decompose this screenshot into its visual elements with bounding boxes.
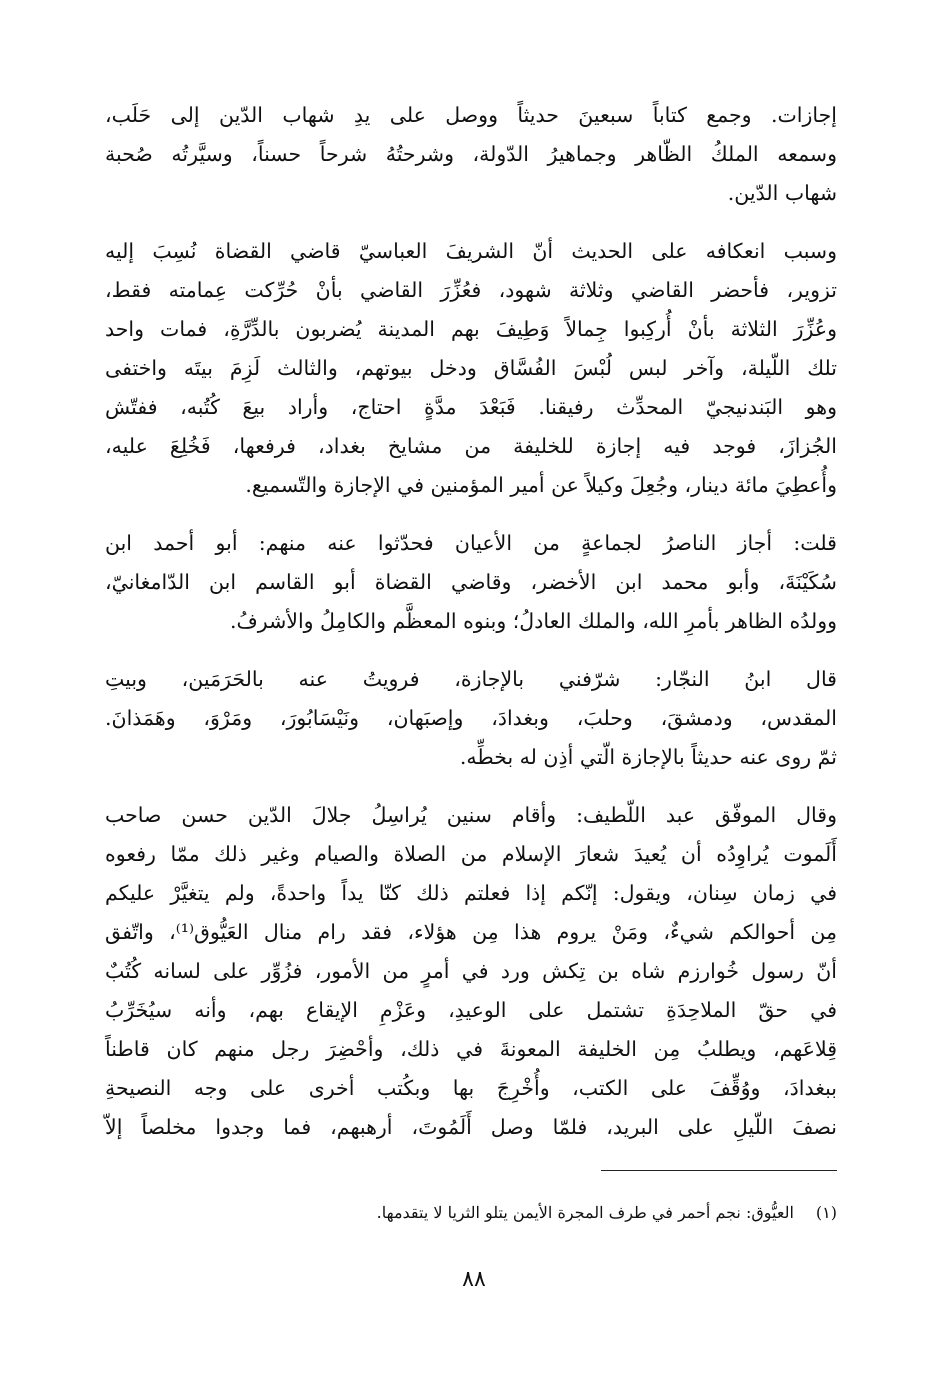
text-line: قال ابنُ النجّار: شرّفني بالإجازة، فرويتُ عنه بالحَرَمَين، وبيتِ xyxy=(105,667,837,691)
text-line: وسبب انعكافه على الحديث أنّ الشريفَ العباسيّ قاضي القضاة نُسِبَ إليه xyxy=(105,239,837,263)
text-line: أنّ رسول خُوارزم شاه بن تِكش ورد في أمرٍ من الأمور، فزُوِّر على لسانه كُتُبٌ xyxy=(105,959,837,983)
text-line: في زمان سِنان، ويقول: إنّكم إذا فعلتم ذلك كنّا يداً واحدةً، ولم يتغيَّرْ عليكم xyxy=(105,881,837,905)
text-line: مِن أحوالكم شيءٌ، ومَنْ يروم هذا مِن هؤلاء، فقد رام منال العَيُّوق⁽¹⁾، واتّفق xyxy=(105,920,837,944)
main-text xyxy=(105,96,837,1166)
text-line: وأُعطِيَ مائة دينار، وجُعِلَ وكيلاً عن أمير المؤمنين في الإجازة والتّسميع. xyxy=(245,473,837,497)
text-line: الجُزازَ، فوجد فيه إجازة للخليفة من مشايخ بغداد، فرفعها، فَخُلِعَ عليه، xyxy=(105,434,837,458)
paragraph-5 xyxy=(105,796,837,1147)
text-line: قلت: أجاز الناصرُ لجماعةٍ من الأعيان فحدّثوا عنه منهم: أبو أحمد ابن xyxy=(105,531,837,555)
text-line: سُكَيْنَةَ، وأبو محمد ابن الأخضر، وقاضي القضاة أبو القاسم ابن الدّامغانيّ، xyxy=(105,570,837,594)
text-line: وهو البَندنيجيّ المحدِّث رفيقنا. فَبَعْدَ مدَّةٍ احتاج، وأراد بيعَ كُتُبه، ففتّش xyxy=(105,395,837,419)
text-line: المقدس، ودمشقَ، وحلبَ، وبغدادَ، وإصبَهان، ونَيْسَابُورَ، ومَرْوَ، وهَمَذانَ. xyxy=(105,706,837,730)
footnote-marker: (١) xyxy=(815,1203,837,1222)
footnote xyxy=(377,1201,837,1225)
text-line: ثمّ روى عنه حديثاً بالإجازة الّتي أذِن له بخطِّه. xyxy=(459,745,837,769)
page-number: ٨٨ xyxy=(462,1267,486,1292)
paragraph-1 xyxy=(105,96,837,213)
text-line: وقال الموفّق عبد اللّطيف: وأقام سنين يُراسِلُ جلالَ الدّين حسن صاحب xyxy=(105,803,837,827)
paragraph-2 xyxy=(105,232,837,505)
text-line: قِلاعَهم، ويطلبُ مِن الخليفة المعونةَ في ذلك، وأحْضِرَ رجل منهم كان قاطناً xyxy=(105,1037,837,1061)
text-line: شهاب الدّين. xyxy=(727,181,837,205)
text-line: في حقّ الملاحِدَةِ تشتمل على الوعيدِ، وعَزْمِ الإيقاع بهم، وأنه سيُخَرِّبُ xyxy=(105,998,837,1022)
text-line: أَلَموت يُراوِدُه أن يُعيدَ شعارَ الإسلام من الصلاة والصيام وغير ذلك ممّا رفعوه xyxy=(105,842,837,866)
text-line: إجازات. وجمع كتاباً سبعينَ حديثاً ووصل على يدِ شهاب الدّين إلى حَلَب، xyxy=(105,103,837,127)
text-line: نصفَ اللّيلِ على البريد، فلمّا وصل أَلَمُوتَ، أرهبهم، فما وجدوا مخلصاً إلاّ xyxy=(105,1115,837,1139)
text-line: تزوير، فأحضر القاضي وثلاثة شهود، فعُزِّرَ القاضي بأنْ حُرِّكت عِمامته فقط، xyxy=(105,278,837,302)
text-line: وولدُه الظاهر بأمرِ الله، والملك العادلُ؛ وبنوه المعظَّم والكامِلُ والأشرفُ. xyxy=(230,609,837,633)
text-line: تلك اللّيلة، وآخر لبس لُبْسَ الفُسَّاق ودخل بيوتهم، والثالث لَزِمَ بيتَه واختفى xyxy=(105,356,837,380)
paragraph-3 xyxy=(105,524,837,641)
text-line: وسمعه الملكُ الظّاهر وجماهيرُ الدّولة، وشرحتُهُ شرحاً حسناً، وسيَّرتُه صُحبة xyxy=(105,142,837,166)
paragraph-4 xyxy=(105,660,837,777)
text-line: ببغدادَ، ووُقِّفَ على الكتب، وأُخْرِجَ بها وبكُتب أخرى على وجه النصيحةِ xyxy=(105,1076,837,1100)
footnote-text: العيُّوق: نجم أحمر في طرف المجرة الأيمن يتلو الثريا لا يتقدمها. xyxy=(376,1203,794,1222)
footnote-separator xyxy=(601,1170,837,1171)
text-line: وعُزِّرَ الثلاثة بأنْ أُركِبوا جِمالاً وَطِيفَ بهم المدينة يُضربون بالدِّرَّةِ، فمات واحد xyxy=(105,317,837,341)
